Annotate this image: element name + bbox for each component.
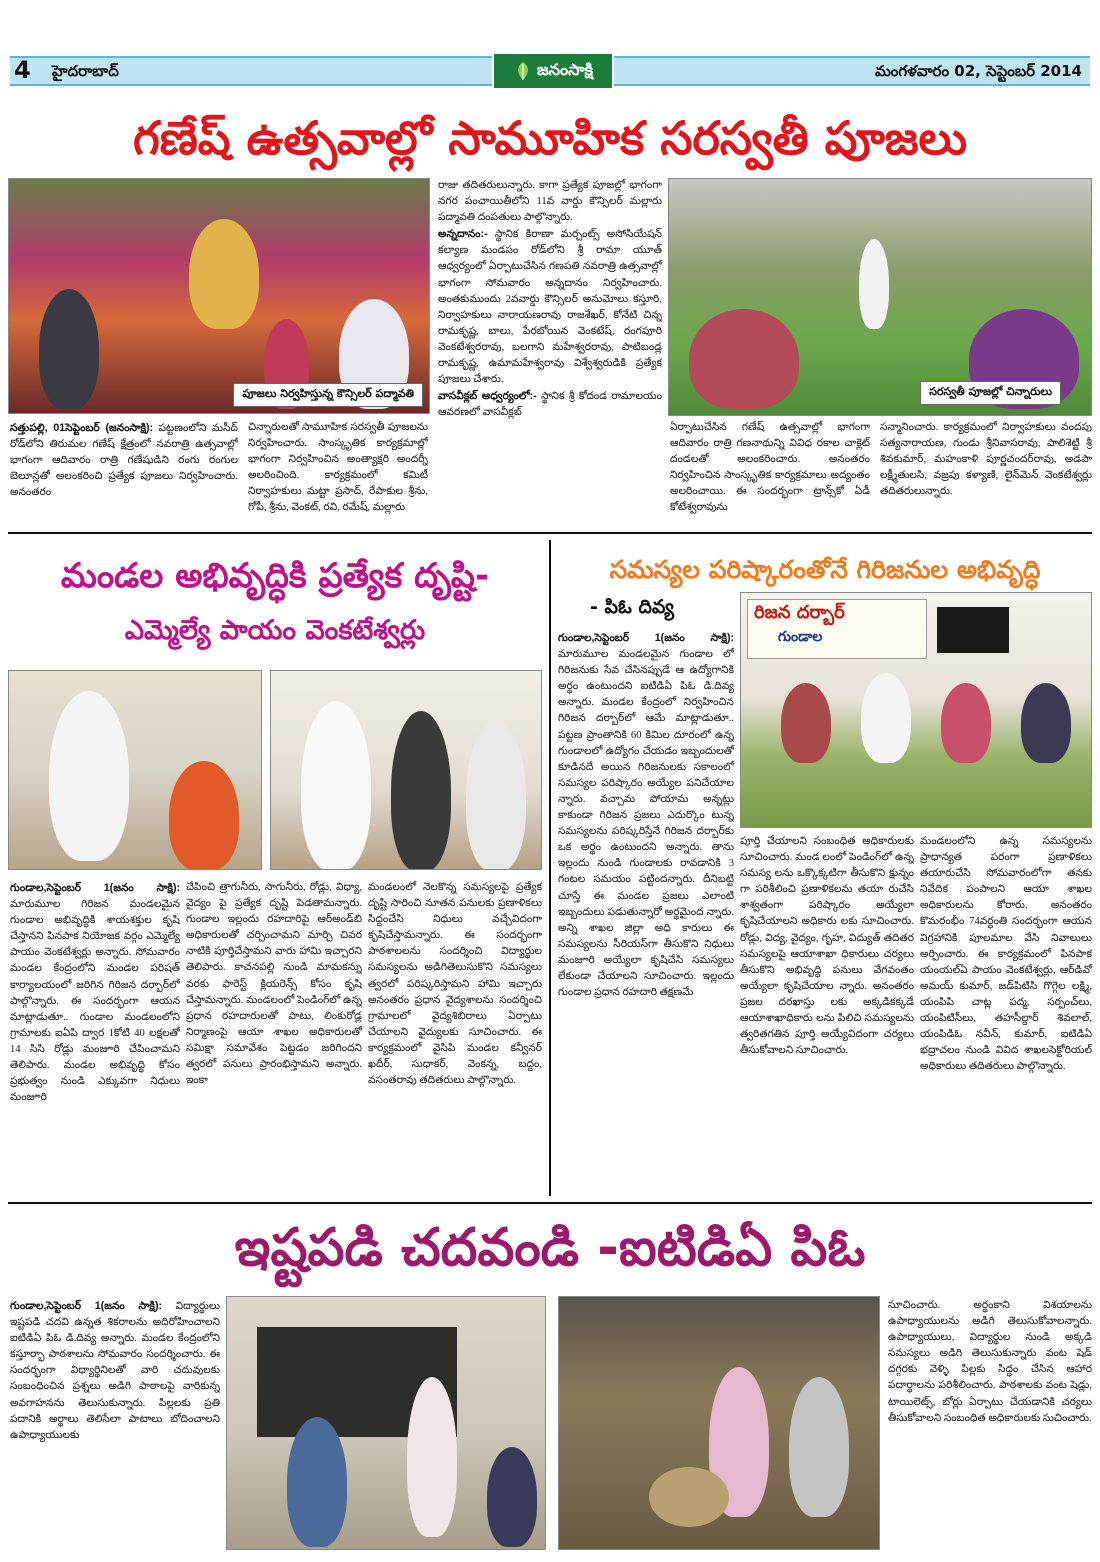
story1-col-b-text: పట్టణంలోని మసీద్ రోడ్‌లోని తిరుమల గణేష్ క్షేత్రంలో నవరాత్రి ఉత్సవాల్లో భాగంగా ఆదివారం రాత్రి గణేషుడిని రంగు రంగుల బెలూన్లతో అలంకరించి ప్రత్యేక పూజలు నిర్వహించారు. అనంతరం (10, 423, 238, 499)
story4-col-b-text: సూచించారు. అర్థంకాని విశయాలను ఉపాధ్యాయులను అడిగి తెలుసుకోవాలన్నారు. ఉపాధ్యాయులు, విద్యార్థుల నుండి అక్కడి సమస్యలు అడిగి తెలుసుకున్నారు వంట షెడ్ దగ్గరకు వెళ్ళి పిల్లకు సిద్ధం చేసిన ఆహార పదార్థాలను పరిశీలించారు. పాఠశాలకు వంట షెడ్లు, టాయిలెట్స్, బోర్లు ఏర్పాటు చేయడానికి చర్యలు తీసుకోవాలని సంబంధిత అధికారులకు సుచించారు. (888, 1300, 1092, 1424)
page-number: 4 (14, 56, 31, 84)
wall-tv (937, 607, 1009, 653)
classroom-photo (226, 1296, 546, 1550)
section-divider-bottom (8, 1202, 1092, 1204)
mla-speaking-photo (8, 670, 262, 870)
story1-col-d-text: ఏర్పాటుచేసిన గణేష్ ఉత్సవాల్లో భాగంగా ఆదివారం రాత్రి గణనాథున్ని వివిధ రకాల చాక్లెట్ దండలతో అలంకరించారు. అనంతరం నిర్వహించిన సాంస్కృతిక కార్యక్రమాలు అద్యంతం అలరించాయి. ఈ సందర్భంగా ట్రాన్స్‌కో ఏడీ కోటేశ్వరావును (670, 422, 870, 514)
story1-dateline: సత్తుపల్లి, 01సెప్టెంబర్ (జనంసాక్షి): (10, 422, 154, 434)
story2-column-c (368, 880, 542, 1200)
cooking-vessel (649, 1467, 729, 1527)
edition-city: హైదరాబాద్ (52, 62, 119, 80)
story1-column-c (248, 420, 428, 526)
photo1-caption: పూజలు నిర్వహిస్తున్న కౌన్సిలర్ పద్మావతి (233, 383, 423, 407)
logo-text: జనంసాక్షి (537, 59, 593, 79)
story1-column-a (438, 178, 662, 516)
story3-col-a-text: మారుమూల మండలమైన గుండాల లో గిరిజనుకు సేవ చేసినప్పుడే ఆ ఉద్యోగానికి అర్థం ఉంటుందని ఐటిడిఏ పిఓ డి.దివ్య అన్నారు. మండల కేంద్రంలో నిర్వహించిన గిరిజన దర్బార్‌లో ఆమే మాట్లాడుతూ.. పట్టణ ప్రాంతానికి 60 కిమిల దూరంలో ఉన్న గుండాలలో ఉద్యోగం చేయడం ఇబ్బందులతో కూడినదే అయిన గిరిజనులకు సకాలంలో సమస్యల పరిష్కారం అయ్యేల పనిచేయాల న్నారు. వచ్చామ పోయామ అన్నట్లు కాకుండా గిరిజన ప్రజలు ఎదుర్కొం టున్న సమస్యలను పరిష్కరిస్తేనే గిరిజన దర్బార్‌కు ఒక అర్థం ఉంటుందని అన్నారు. తాను ఇల్లందు నుండి గుండాలకు రావడానికి 3 గంటల సమయం పట్టిందన్నారు. దీనిబట్టి చూస్తే ఈ మండల ప్రజలు ఎలాంటి ఇబ్బందులు పడుతున్నారో అర్థమైంద న్నారు. అన్ని శాఖల జిల్లా అధి కారులు ఈ సమస్యలను సీరియస్‌గా తీసుకొని నిధులు మంజూరి అయ్యేలా కృషిచేసి సమస్యలు లేకుండా చేయాలని సూచించారు. ఇల్లందు గుండాల ప్రధాన రహదారి తక్షణమే (558, 649, 734, 999)
story4-headline: ఇష్టపడి చదవండి -ఐటిడిఏ పిఓ (234, 1218, 866, 1278)
section-divider (8, 532, 1092, 534)
darbar-banner-text: రిజన దర్బార్ (754, 602, 845, 623)
story3-dateline: గుండాల,సెప్టెంబర్ 1(జనం సాక్షి): (558, 632, 734, 644)
story2-headline: మండల అభివృద్ధికి ప్రత్యేక దృష్టి- (60, 556, 490, 596)
story4-column-a (10, 1298, 220, 1554)
story2-column-a (10, 880, 180, 1200)
story1-col-a-label3: వాసవీక్లబ్ ఆధ్వర్యంలో:- (438, 390, 537, 403)
story4-col-a-text: విద్యార్థులు ఇష్టపడి చదవి ఉన్నత శికరాలను అదిరోహించాలని ఐటిడిఏ పిఓ డి.దివ్య అన్నారు. మండల కేంద్రంలోని కస్తూర్భా పాఠశాలను సోమవారం సందర్శించారు. ఈ సందర్భంగా విధ్యార్థినిలతో వారి చదువులకు సంబంధించిన ప్రశ్నలు అడిగి పాఠాలపై వారికున్న అవగాహనను తెలుసుకున్నారు. పిల్లలకు ప్రతి పదానికి అర్థాలు తెలిసేలా పాటాలు బోదించాలని ఉపాధ్యాయులకు (10, 1301, 220, 1441)
kitchen-shed-photo (558, 1296, 880, 1550)
story1-column-e (880, 420, 1092, 526)
story3-column-a (558, 630, 734, 1196)
story2-col-c-text: మండలంలో నెలకొన్న సమస్యలపై ప్రత్యేక దృష్టి సారించి నూతన పనులకు ప్రణాళికలు సిద్దంచేసి నిధులు వచ్చేవిదంగా కృషిచేస్తామన్నారు. ఈ సందర్భంగా పాఠశాలలను సందర్శించి విద్యార్థుల సమస్యలను అడిగితెలుసుకొని సమస్యలు త్వరలో పరిష్కరిస్తామని హామి ఇచ్చారు అనంతరం ప్రధాన వైద్యశాలను సందర్శించి గ్రామాలలో వైద్యశిబిరాలు ఏర్పాటు చేయాలని వైద్యులకు సూచించారు. ఈ కార్యక్రమంలో వైసిపి మండల కన్వీనర్ ఖదీర్, సుధాకర్, వెంకన్న, బద్దం, వసంతరావు తదితరులు పాల్గొన్నారు. (368, 882, 542, 1087)
story2-dateline: గుండాల,సెప్టెంబర్ 1(జనం సాక్షి): (10, 882, 180, 894)
leaf-logo-icon (513, 60, 533, 82)
story2-col-a-text: మారుమూల గిరిజన మండలమైన గుండాల అభివృద్ధికి శాయశక్తుల కృషి చేస్తానని పినపాక నియోజక వర్గం ఎమ్మెల్యే పాయం వెంకటేశ్వర్లు అన్నారు. సోమవారం మండల కేంద్రంలోని మండల పరిషత్ కార్యాలయంలో జరిగిన గిరిజన దర్బార్‌లో పాల్గొన్నారు. ఈ సందర్భంగా ఆయన మాట్లాడుతూ.. గుండాల మండలంలోని గ్రామాలకు ఐఏపి ద్వార 1కోటి 40 లక్షలతో 14 సిసి రోడ్లు మంజూరి చేపించామని తెలిపారు. మండల అభివృద్ధి కోసం ప్రభుత్వం నుండి ఎక్కువగా నిధులు మంజూరి (10, 899, 180, 1104)
story1-column-d (670, 420, 870, 526)
story1-col-c-text: చిన్నారులతో సామూహిక సరస్వతీ పూజలను నిర్వహించారు. సాంస్కృతిక కార్యక్రమాల్లో భాగంగా నిర్వహించిన అంత్యాక్షరి అందర్నీ అలరించింది. కార్యక్రమంలో కమిటీ నిర్వాహకులు మట్టా ప్రసాద్, రేపాకుల శ్రీను, గోపీ, శ్రీను, వెంకట్, రవి, రమేష్, మల్లారు (248, 422, 428, 514)
story1-col-a-label2: అన్నదానం:- (438, 228, 488, 241)
mla-handing-photo (270, 670, 542, 870)
story3-col-c-text: మండలంలోని ఉన్న సమస్యలను ప్రాధాన్యత పరంగా ప్రణాళికలు తయారుచేసి సోమవారంలోగా తనకు నివేదిక పంపాలని ఆయా శాఖల అధికారులను కోరారు. అనంతరం కొమరంభీం 74వర్ధంతి సందర్భంగా ఆయన విగ్రహానికి పూలమాల వేసి నివాలులు అర్పించారు. ఈ కార్యక్రమంలో పినపాక యంయల్ఏ పాయం వెంకటేశ్వర్లు, ఆర్‌డివో అమయ్ కుమార్, జడ్‌పిటిసి గొగ్గెల లక్ష్మి, యంపిపి చాట్ల పద్మ, సర్పంచ్‌లు, యంపిటిసీలు, తహసీల్దార్ శివలాల్, యంపిడిఓ నవీన్, కుమార్, ఐటిడిఏ భద్రాచలం నుండి వివిద శాఖలసెక్టోరియల్ అధికారులు తదితరులు పాల్గొన్నారు. (920, 836, 1092, 1073)
story3-col-b-text: పూర్తి చేయాలని సంబంధిత అధికారులకు సూచించారు. మండ లంలో పెండింగ్‌లో ఉన్న సమస్య లను ఒక్కొక్కటిగా తీసుకొని క్షున్నం గా పరిశీలించి ప్రణాళికలను తయా రుచేసి శాశ్వతంగా పరిష్కారం అయ్యేలా కృషిచేయాలని అధికారు లకు సూచించారు. రోడ్లు, విద్య, వైద్యం, గృహ, విద్యుత్ తదితర సమస్యలపై ఆయాశాఖా ధికారులు చర్యలు తీసుకొని అభివృద్ధి పనులు వేగవంతం అయ్యేలా కృషిచేయాల న్నారు. అనంతరం ప్రజల దరఖాస్తు లకు అక్కడికక్కడే ఆయాశాఖాధికారు లను పిలిచి సమస్యలను త్వరితగతిన పూర్తి అయ్యేవిదంగా చర్యలు తీసుకోవాలని సూచించారు. (740, 836, 914, 1057)
masthead (0, 0, 1100, 96)
story3-headline: సమస్యల పరిష్కారంతోనే గిరిజనుల అభివృద్ధి (609, 555, 1041, 584)
ganesh-idol-photo (8, 178, 430, 414)
story2-col-b-text: చేపించి త్రాగునీరు, సాగునీరు, రోడ్లు, విధ్యా, వైద్యం పై ప్రత్యేక దృష్టి పెడతామన్నారు. గుండాల ఇల్లందు రహదారిపై ఆర్‌అండ్‌బి అధికారులతో చర్చించామని మార్చి చివర నాటికి పూర్తిచేస్తామని వారు హామి ఇచ్చారని తెలిపారు. కాచనపల్లి నుండి మామకన్ను వరకు ఫారెస్ట్ క్లియరెన్స్ కోసం కృషి చేస్తామన్నారు. మండలంలో పెండింగ్‌లో ఉన్న ప్రధాన రహదారులతో పాటు, లింకురోడ్ల నిర్మాణంపై ఆయా శాఖల అధికారులతో సమిక్షా సమావేశం పెట్టడం జరిగిందని త్వరలో పనులు ప్రారంభిస్తామని అన్నారు. ఇంకా (186, 882, 362, 1087)
darbar-banner (747, 599, 927, 659)
story1-headline: గణేష్ ఉత్సవాల్లో సామూహిక సరస్వతీ పూజలు (132, 111, 967, 165)
story1-col-e-text: సన్మానించారు. కార్యక్రమంలో నిర్వాహకులు వందపు సత్యనారాయణ, గుండు శ్రీనివాసరావు, పాలిశెట్టి శ్రీ శివకుమార్, మహంకాళి పూర్ణచందర్‌రావు, అడపా లక్ష్మీతులసి, వజ్రపు కళ్యాణి, లైన్‌మెన్ వెంకటేశ్వర్లు తదితరులున్నారు. (880, 422, 1092, 498)
newspaper-logo (492, 52, 614, 90)
story1-col-a-text2: స్థానిక కిరాణా మర్చంట్స్ అసోసియేషన్ కల్యాణ మండపం రోడ్‌లోని శ్రీ రామా యూత్ ఆధ్వర్యంలో ఏర్పాటుచేసిన గణపతి నవరాత్రి ఉత్సవాల్లో భాగంగా సోమవారం అన్నదానం నిర్వహించారు. అంతకుముందు 2వవార్డు కౌన్సిలర్ అనుమోలు కస్తూరి, నిర్వాహకులు నారాయణరావు రాజశేఖర్, కోనేటి చిన్న రామకృష్ణ, బాలు, పేరబోయిన వెంకటేష్, రంగపూరి వెంకటేశ్వరరావు, బలగాని మహేశ్వరరావు, పాటిబండ్ల రామకృష్ణ, ఉమామహేశ్వరావు విశ్వేశ్వరుడికి ప్రత్యేక పూజలు చేశారు. (438, 229, 662, 386)
vertical-divider (549, 540, 551, 1196)
issue-date: మంగళవారం 02, సెప్టెంబర్ 2014 (874, 62, 1082, 80)
story2-column-b (186, 880, 362, 1200)
story4-column-b (888, 1298, 1092, 1554)
story2-subheadline: ఎమ్మెల్యే పాయం వెంకటేశ్వర్లు (124, 615, 426, 646)
photo2-caption: సరస్వతీ పూజల్లో చిన్నారులు (920, 381, 1061, 405)
story1-col-a-text3: స్థానిక శ్రీ కోదండ రామాలయం ఆవరణలో వాసవీక్లబ్ (438, 391, 662, 419)
story1-col-a-text1: రాజు తదితరులున్నారు. కాగా ప్రత్యేక పూజల్లో భాగంగా నగర పంచాయితీలోని 11వ వార్డు కౌన్సిలర్ మల్లారు పద్మావతి దంపతులు పాల్గొన్నారు. (438, 180, 662, 224)
story3-byline: - పిఓ దివ్య (590, 596, 674, 618)
story4-dateline: గుండాల,సెప్టెంబర్ 1(జనం సాక్షి): (10, 1300, 163, 1312)
story1-column-b (10, 420, 238, 526)
darbar-banner-text2: గుండాల (778, 629, 823, 645)
tribal-darbar-photo (740, 592, 1092, 828)
story3-column-b (740, 834, 914, 1196)
saraswati-puja-photo (668, 178, 1092, 416)
story3-column-c (920, 834, 1092, 1196)
